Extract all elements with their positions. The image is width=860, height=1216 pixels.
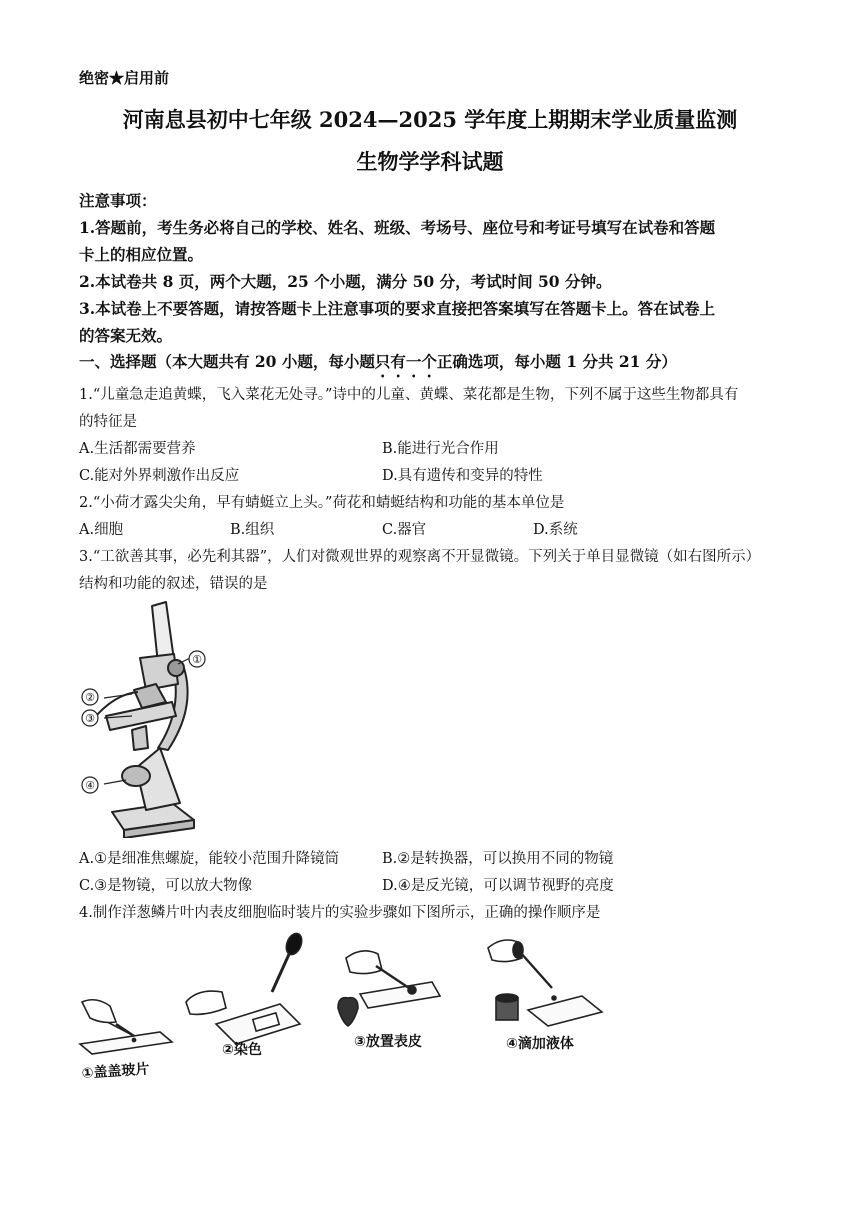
q1-stem-b: 的特征是 [79,414,137,430]
notes-heading: 注意事项： [79,191,157,210]
q2-option-a: A.细胞 [79,522,124,538]
q2-option-b: B.组织 [230,522,275,538]
section-heading [79,350,677,381]
notes-item-1a: 1.答题前，考生务必将自己的学校、姓名、班级、考场号、座位号和考证号填写在试卷和答题 [79,218,716,237]
q3-stem-a: 3.“工欲善其事，必先利其器”，人们对微观世界的观察离不开显微镜。下列关于单目显微镜（如右图所示） [79,549,761,565]
q1-option-d: D.具有遗传和变异的特性 [382,468,543,484]
q4-stem: 4.制作洋葱鳞片叶内表皮细胞临时装片的实验步骤如下图所示，正确的操作顺序是 [79,905,601,921]
section-heading-post: 正确选项，每小题 1 分共 21 分） [436,352,677,371]
q3-stem-b: 结构和功能的叙述，错误的是 [79,576,268,592]
q1-stem-a: 1.“儿童急走追黄蝶，飞入菜花无处寻。”诗中的儿童、黄蝶、菜花都是生物，下列不属于这些生物都具有 [79,387,739,403]
section-heading-pre: 一、选择题（本大题共有 20 小题，每小题 [79,352,375,371]
notes-item-3a: 3.本试卷上不要答题，请按答题卡上注意事项的要求直接把答案填写在答题卡上。答在试卷上 [79,299,716,318]
microscope-label-2: ② [85,691,95,704]
step1-illustration [80,1000,172,1054]
q1-option-a: A.生活都需要营养 [79,441,196,457]
microscope-label-1: ① [192,653,202,666]
step4-caption: ④滴加液体 [506,1036,574,1052]
step4-illustration [488,940,602,1026]
section-heading-emphasis: 只有一个 [374,352,437,371]
step3-caption: ③放置表皮 [354,1034,422,1050]
microscope-figure [76,598,216,838]
confidential-mark: 绝密★启用前 [79,69,170,87]
q1-option-c: C.能对外界刺激作出反应 [79,468,240,484]
step2-caption: ②染色 [222,1042,262,1058]
notes-item-1b: 卡上的相应位置。 [79,245,204,264]
exam-subtitle: 生物学学科试题 [356,149,504,174]
q3-option-c: C.③是物镜，可以放大物像 [79,878,253,894]
microscope-label-3: ③ [85,712,95,725]
notes-item-2: 2.本试卷共 8 页，两个大题，25 个小题，满分 50 分，考试时间 50 分钟。 [79,272,612,291]
q2-stem: 2.“小荷才露尖尖角，早有蜻蜓立上头。”荷花和蜻蜓结构和功能的基本单位是 [79,495,565,511]
q3-option-b: B.②是转换器，可以换用不同的物镜 [382,851,614,867]
slide-steps-figure [76,932,616,1092]
q3-option-a: A.①是细准焦螺旋，能较小范围升降镜筒 [79,851,340,867]
q2-option-c: C.器官 [382,522,427,538]
notes-item-3b: 的答案无效。 [79,326,173,345]
exam-title: 河南息县初中七年级 2024—2025 学年度上期期末学业质量监测 [122,107,738,132]
step2-illustration [186,932,305,1044]
step3-illustration [338,951,440,1026]
q1-option-b: B.能进行光合作用 [382,441,499,457]
microscope-label-4: ④ [85,779,95,792]
q2-option-d: D.系统 [533,522,578,538]
q3-option-d: D.④是反光镜，可以调节视野的亮度 [382,878,614,894]
step1-caption: ①盖盖玻片 [81,1061,150,1082]
